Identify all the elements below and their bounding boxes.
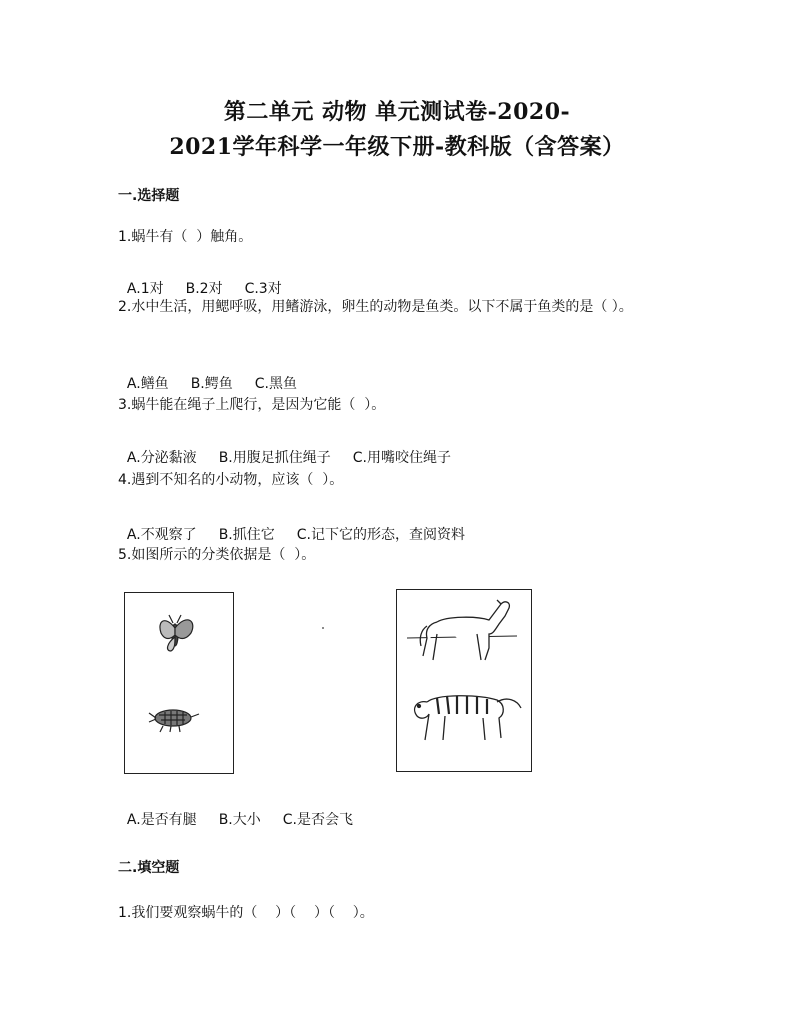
question-1: 1.蜗牛有（ ）触角。 (118, 229, 253, 245)
question-4: 4.遇到不知名的小动物，应该（ ）。 (118, 472, 344, 488)
option-c: C.是否会飞 (282, 812, 353, 828)
option-c: C.黑鱼 (254, 376, 297, 392)
option-a: A.是否有腿 (126, 812, 197, 828)
question-5: 5.如图所示的分类依据是（ ）。 (118, 547, 316, 563)
question-5-options (118, 793, 375, 829)
option-b: B.大小 (218, 812, 261, 828)
question-4-options (118, 508, 487, 544)
question-3-options (118, 431, 473, 467)
question-3: 3.蜗牛能在绳子上爬行，是因为它能（ ）。 (118, 397, 386, 413)
option-b: B.鳄鱼 (190, 376, 233, 392)
tiger-icon (415, 696, 521, 740)
figure-right-drawing (397, 590, 531, 771)
question-2: 2.水中生活，用鳃呼吸，用鳍游泳，卵生的动物是鱼类。以下不属于鱼类的是（ ）。 (118, 299, 633, 315)
option-a: A.不观察了 (126, 527, 197, 543)
option-a: A.1对 (126, 281, 164, 297)
fill-question-1: 1.我们要观察蜗牛的（ ）（ ）（ ）。 (118, 905, 374, 921)
butterfly-icon (160, 615, 193, 651)
option-c: C.用嘴咬住绳子 (352, 450, 451, 466)
option-c: C.记下它的形态，查阅资料 (296, 527, 465, 543)
option-a: A.分泌黏液 (126, 450, 197, 466)
figure-box-left (124, 592, 234, 774)
title-line-2: 2021学年科学一年级下册-教科版（含答案） (169, 134, 625, 160)
section-heading-fill: 二.填空题 (118, 860, 180, 876)
horse-icon (407, 600, 517, 660)
option-b: B.抓住它 (218, 527, 275, 543)
figure-left-drawing (125, 593, 233, 773)
title-line-1: 第二单元 动物 单元测试卷-2020- (223, 99, 571, 125)
figure-box-right (396, 589, 532, 772)
section-heading-choice: 一.选择题 (118, 188, 180, 204)
woodlouse-icon (149, 710, 199, 732)
option-b: B.用腹足抓住绳子 (218, 450, 331, 466)
stray-dot (322, 627, 324, 629)
question-1-options (118, 262, 304, 298)
question-2-options (118, 357, 319, 393)
option-c: C.3对 (244, 281, 282, 297)
option-b: B.2对 (185, 281, 223, 297)
option-a: A.鳝鱼 (126, 376, 169, 392)
